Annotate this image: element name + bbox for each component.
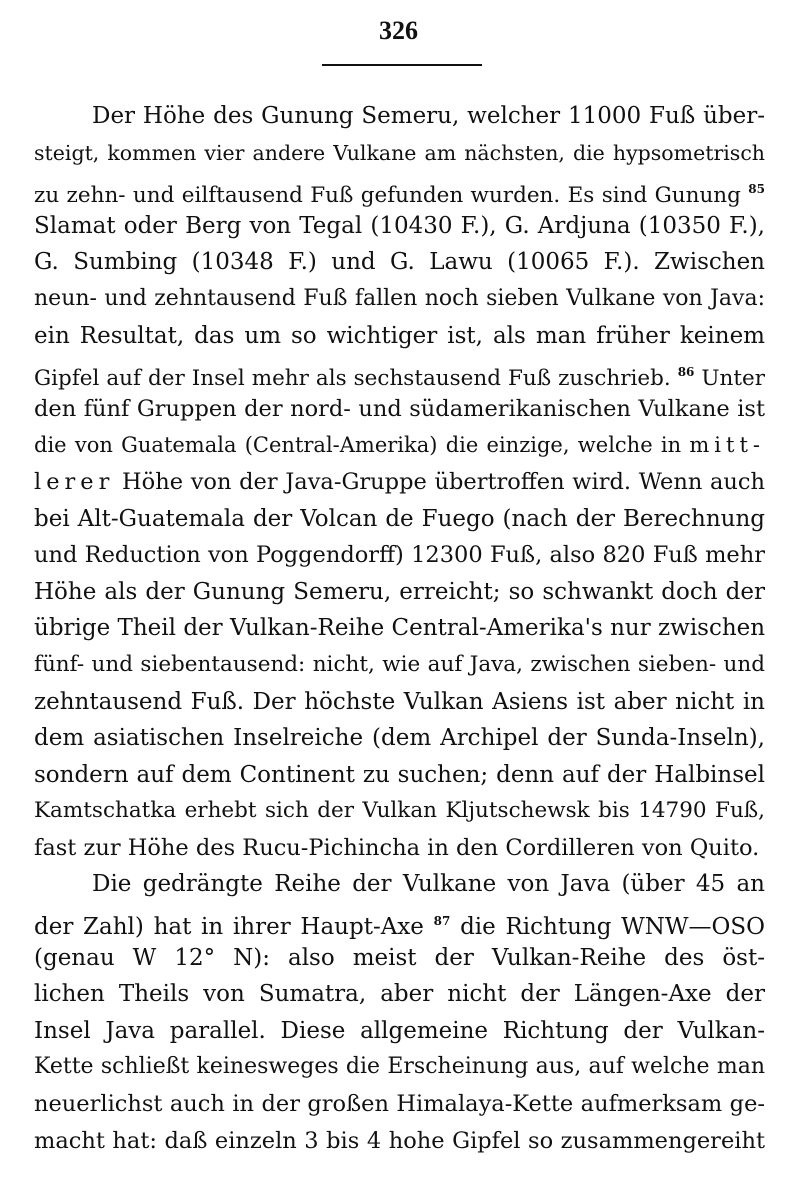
- text-line: der Zahl) hat in ihrer Haupt-Axe $^{87}$ die Richtung WNW—OSO: [34, 914, 765, 941]
- text-line: steigt, kommen vier andere Vulkane am nächsten, die hypsometrisch: [34, 140, 765, 165]
- emphasis-text: mitt-: [689, 433, 765, 458]
- text-line: übrige Theil der Vulkan-Reihe Central-Amerika's nur zwischen: [34, 615, 766, 642]
- text-line: ein Resultat, das um so wichtiger ist, als man früher keinem: [34, 322, 765, 349]
- body-text: [34, 98, 765, 1159]
- text-line: Insel Java parallel. Diese allgemeine Richtung der Vulkan-: [34, 1017, 765, 1044]
- text-line: lerer Höhe von der Java-Gruppe übertroffen wird. Wenn auch: [34, 468, 765, 495]
- text-line: zehntausend Fuß. Der höchste Vulkan Asiens ist aber nicht in: [34, 688, 765, 715]
- footnote-marker: 85: [748, 182, 765, 197]
- text-line: dem asiatischen Inselreiche (dem Archipel der Sunda-Inseln),: [34, 725, 765, 752]
- text-line: fast zur Höhe des Rucu-Pichincha in den Cordilleren von Quito.: [34, 834, 760, 861]
- footnote-marker: 86: [677, 365, 695, 380]
- text-line: neun- und zehntausend Fuß fallen noch sieben Vulkane von Java:: [34, 285, 765, 311]
- footnote-marker: 87: [433, 914, 451, 929]
- text-line: G. Sumbing (10348 F.) und G. Lawu (10065 F.). Zwischen: [34, 249, 765, 276]
- text-line: Die gedrängte Reihe der Vulkane von Java (über 45 an: [92, 871, 765, 898]
- text-line: Höhe als der Gunung Semeru, erreicht; so schwankt doch der: [34, 578, 765, 605]
- text-line: fünf- und siebentausend: nicht, wie auf Java, zwischen sieben- und: [34, 651, 765, 677]
- text-line: neuerlichst auch in der großen Himalaya-Kette aufmerksam ge-: [34, 1091, 765, 1118]
- text-line: sondern auf dem Continent zu suchen; denn auf der Halbinsel: [34, 761, 765, 788]
- text-line: bei Alt-Guatemala der Volcan de Fuego (nach der Berechnung: [34, 505, 765, 532]
- text-line: den fünf Gruppen der nord- und südamerikanischen Vulkane ist: [34, 395, 765, 422]
- text-line: macht hat: daß einzeln 3 bis 4 hohe Gipfel so zusammengereiht: [34, 1127, 765, 1154]
- text-line: zu zehn- und eilftausend Fuß gefunden wurden. Es sind Gunung $^{85}$: [34, 182, 765, 209]
- text-line: Der Höhe des Gunung Semeru, welcher 11000 Fuß über-: [92, 103, 765, 129]
- text-line: Gipfel auf der Insel mehr als sechstausend Fuß zuschrieb. $^{86}$ Unter: [34, 365, 765, 392]
- header-rule: [322, 64, 482, 66]
- page-number: 326: [379, 16, 418, 45]
- text-line: und Reduction von Poggendorff) 12300 Fuß, also 820 Fuß mehr: [34, 542, 765, 569]
- text-line: Kamtschatka erhebt sich der Vulkan Kljutschewsk bis 14790 Fuß,: [34, 798, 765, 824]
- text-line: die von Guatemala (Central-Amerika) die einzige, welche in mitt-: [34, 433, 765, 458]
- text-line: lichen Theils von Sumatra, aber nicht der Längen-Axe der: [34, 981, 765, 1008]
- emphasis-text: lerer: [34, 468, 115, 495]
- text-line: Slamat oder Berg von Tegal (10430 F.), G. Ardjuna (10350 F.),: [34, 212, 765, 239]
- text-line: Kette schließt keinesweges die Erscheinung aus, auf welche man: [34, 1054, 765, 1080]
- text-line: (genau W 12° N): also meist der Vulkan-Reihe des öst-: [34, 944, 765, 971]
